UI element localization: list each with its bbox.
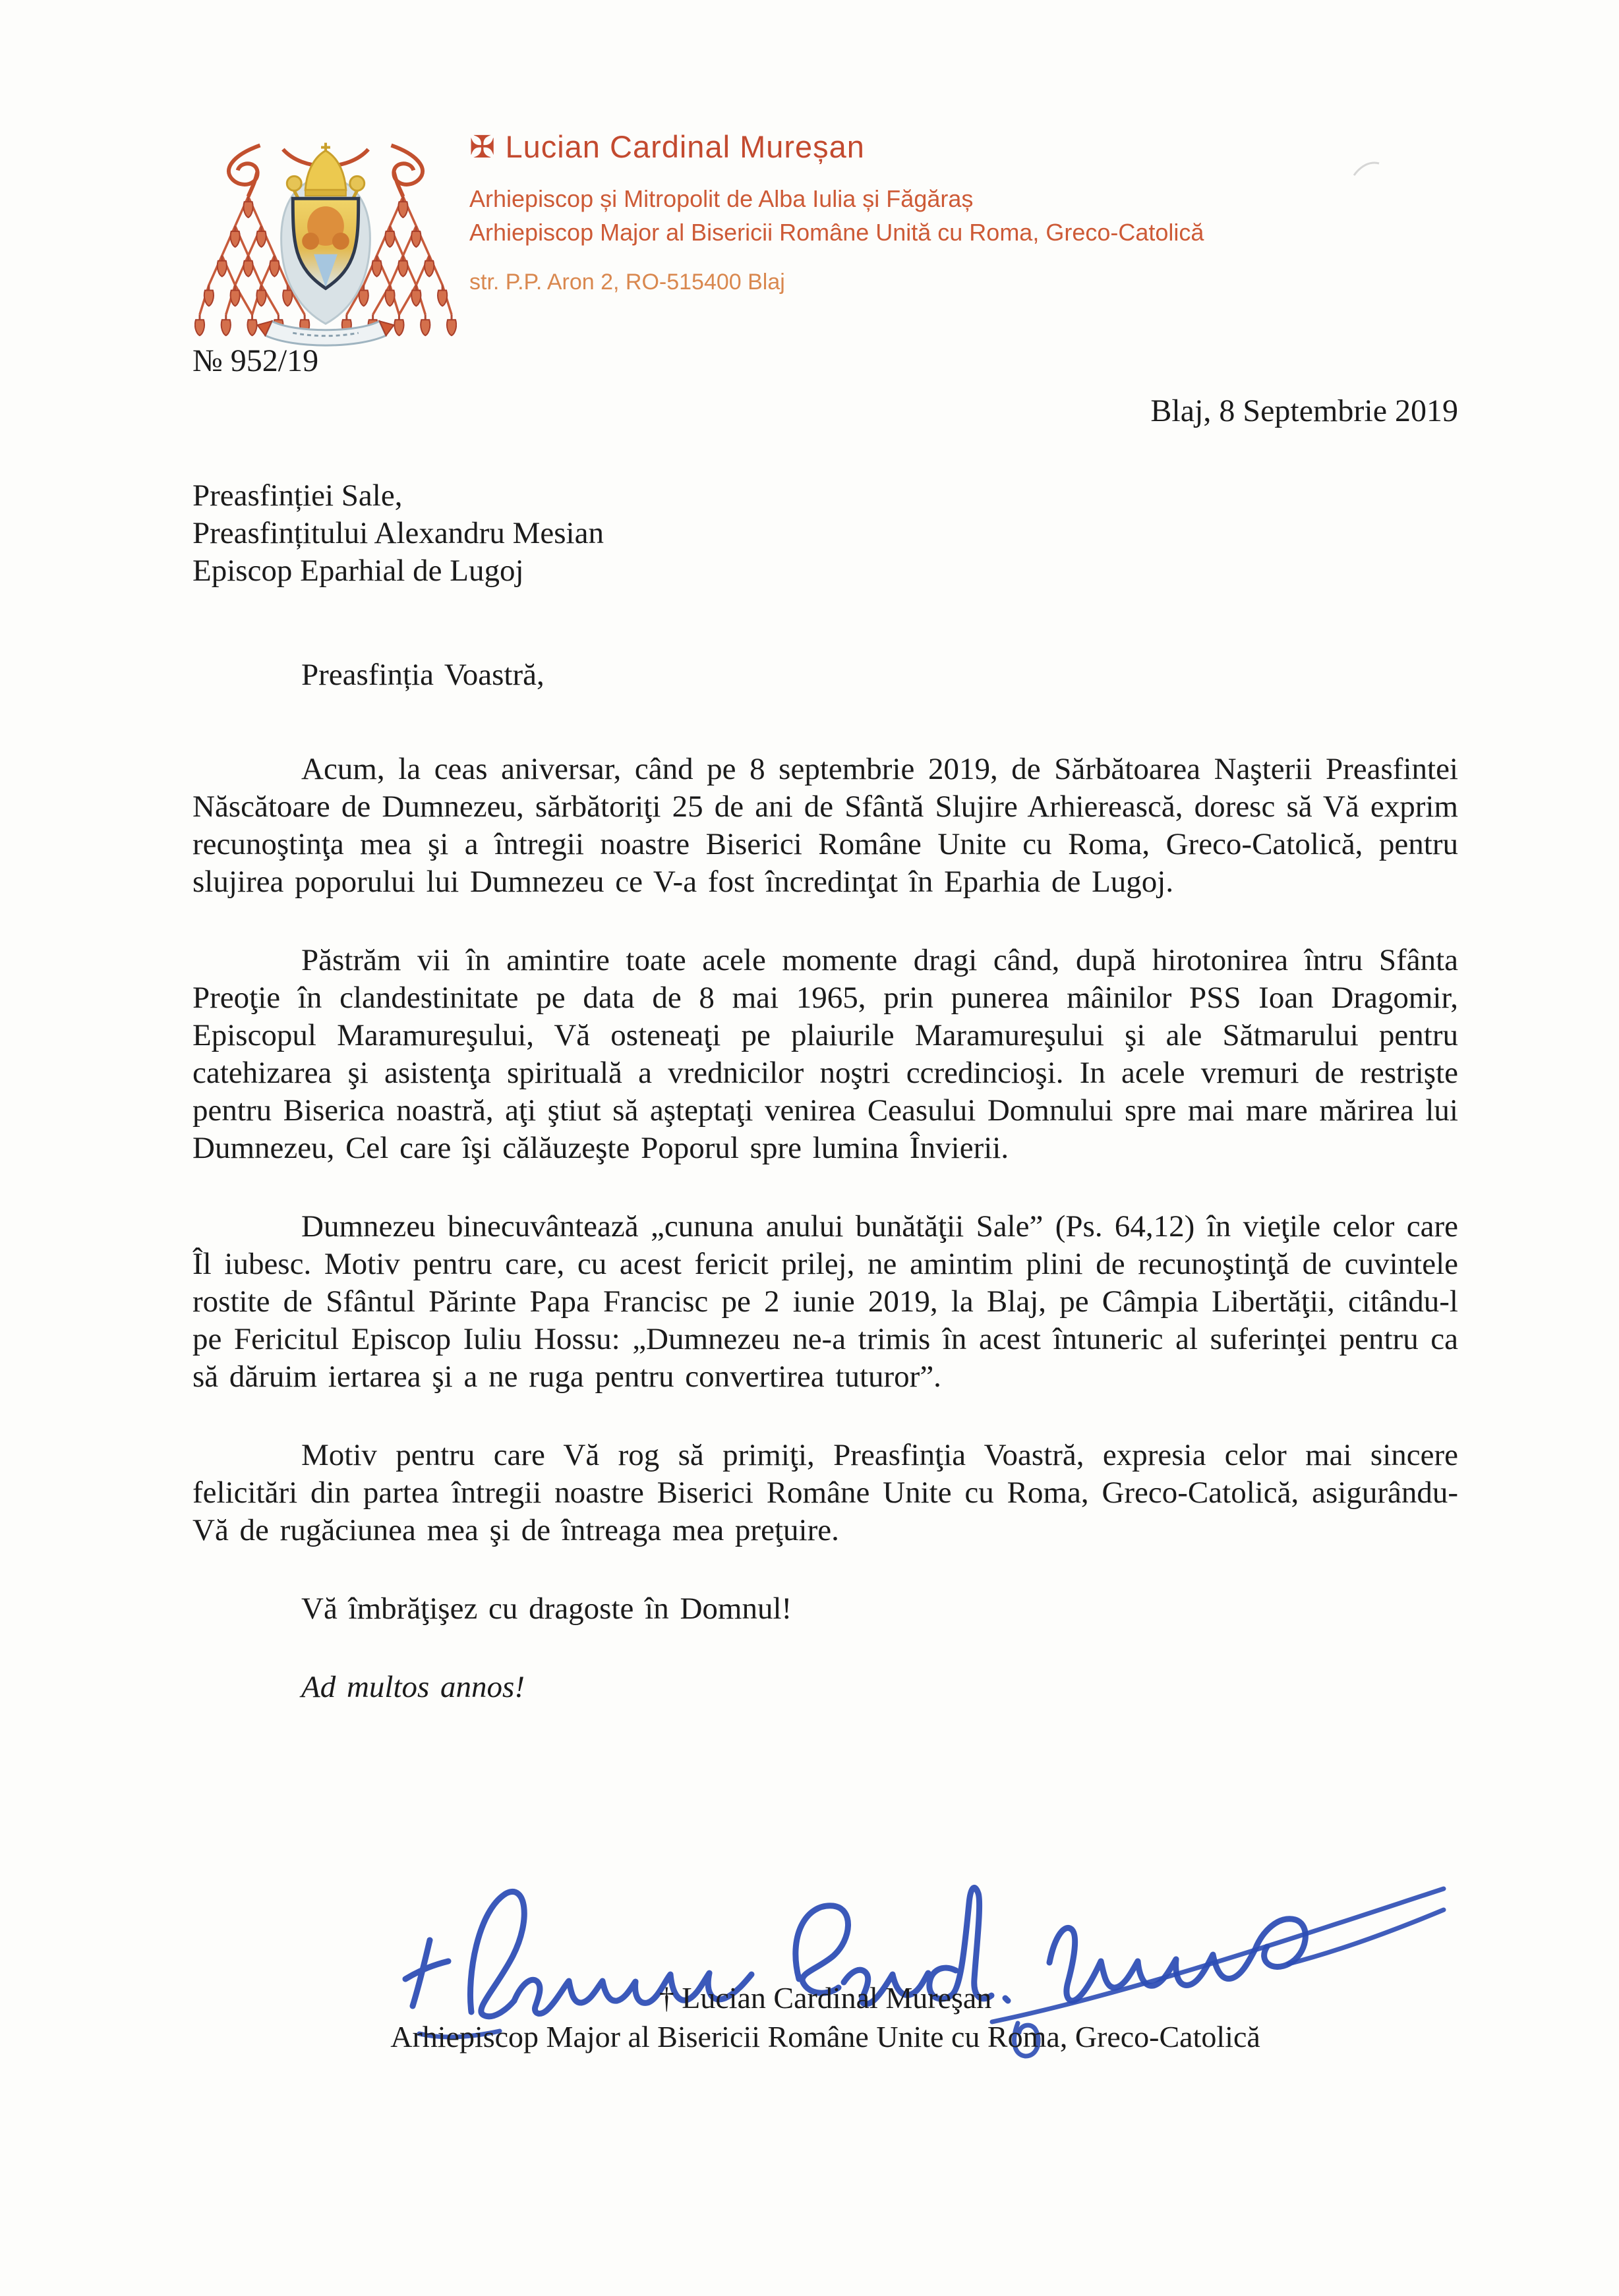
cord-knot-right xyxy=(392,146,423,197)
signature-block xyxy=(192,1978,1458,2056)
signatory-name: † Lucian Cardinal Mureşan xyxy=(659,1981,992,2015)
letterhead xyxy=(469,129,1204,295)
addressee-line-1: Preasfinției Sale, xyxy=(192,478,403,513)
letter-body xyxy=(192,656,1458,1747)
letterhead-title: ✠ Lucian Cardinal Mureșan xyxy=(469,129,865,164)
mitre xyxy=(305,151,346,190)
paragraph-4: Motiv pentru care Vă rog să primiţi, Preasfinţia Voastră, expresia celor mai sincere felicitări din partea întregii noastre Biserici Române Unite cu Roma, Greco-Catolică, asigurându-Vă de rugăciunea mea şi de întreaga mea preţuire. xyxy=(192,1438,1458,1547)
addressee-line-2: Preasfințitului Alexandru Mesian xyxy=(192,516,604,550)
letterhead-address: str. P.P. Aron 2, RO-515400 Blaj xyxy=(469,270,785,295)
dateline: Blaj, 8 Septembrie 2019 xyxy=(1150,393,1458,428)
crozier-finial xyxy=(350,176,365,190)
processional-cross-finial xyxy=(287,176,301,190)
paragraph-2: Păstrăm vii în amintire toate acele momente dragi când, după hirotonirea întru Sfânta Preoţie în clandestinitate pe data de 8 mai 1965, prin punerea mâinilor PSS Ioan Dragomir, Episcopul Maramureşului, Vă osteneaţi pe plaiurile Maramureşului şi ale Sătmarului pentru catehizarea şi asistenţa spirituală a vrednicilor noştri ccredincioşi. In acele vremuri de restrişte pentru Biserica noastră, aţi ştiut să aşteptaţi venirea Ceasului Domnului spre mai mare mărirea lui Dumnezeu, Cel care îşi călăuzeşte Poporul spre lumina Învierii. xyxy=(192,943,1458,1165)
cord-knot-left xyxy=(229,146,260,197)
scan-artifact xyxy=(1351,158,1383,179)
salutation: Preasfinția Voastră, xyxy=(301,658,545,692)
paragraph-3: Dumnezeu binecuvântează „cununa anului bunătăţii Sale” (Ps. 64,12) în vieţile celor care Îl iubesc. Motiv pentru care, cu acest fericit prilej, ne amintim plini de recunoştinţă de cuvintele rostite de Sfântul Părinte Papa Francisc pe 2 iunie 2019, la Blaj, pe Câmpia Libertăţii, citându-l pe Fericitul Episcop Iuliu Hossu: „Dumnezeu ne-a trimis în acest întuneric al suferinţei pentru ca să dăruim iertarea şi a ne ruga pentru convertirea tuturor”. xyxy=(192,1209,1458,1394)
shield-charge-left xyxy=(302,233,319,250)
addressee-line-3: Episcop Eparhial de Lugoj xyxy=(192,554,524,588)
letterhead-subtitle-1: Arhiepiscop și Mitropolit de Alba Iulia și Făgăraș xyxy=(469,185,974,212)
paragraph-1: Acum, la ceas aniversar, când pe 8 septembrie 2019, de Sărbătoarea Naşterii Preasfintei Născătoare de Dumnezeu, sărbătoriţi 25 de ani de Sfântă Slujire Arhierească, doresc să Vă exprim recunoştinţa mea şi a întregii noastre Biserici Române Unite cu Roma, Greco-Catolică, pentru slujirea poporului lui Dumnezeu ce V-a fost încredinţat în Eparhia de Lugoj. xyxy=(192,752,1458,899)
mitre-band xyxy=(305,190,346,196)
signatory-title: Arhiepiscop Major al Bisericii Române Unite cu Roma, Greco-Catolică xyxy=(390,2020,1260,2053)
cardinal-coat-of-arms-icon xyxy=(194,91,457,361)
letterhead-subtitle-2: Arhiepiscop Major al Bisericii Române Unită cu Roma, Greco-Catolică xyxy=(469,219,1204,246)
closing-latin: Ad multos annos! xyxy=(301,1670,525,1704)
closing-line: Vă îmbrăţişez cu dragoste în Domnul! xyxy=(301,1592,792,1626)
shield-charge-right xyxy=(332,233,349,250)
reference-number: № 952/19 xyxy=(192,343,319,378)
addressee-block xyxy=(192,477,604,590)
